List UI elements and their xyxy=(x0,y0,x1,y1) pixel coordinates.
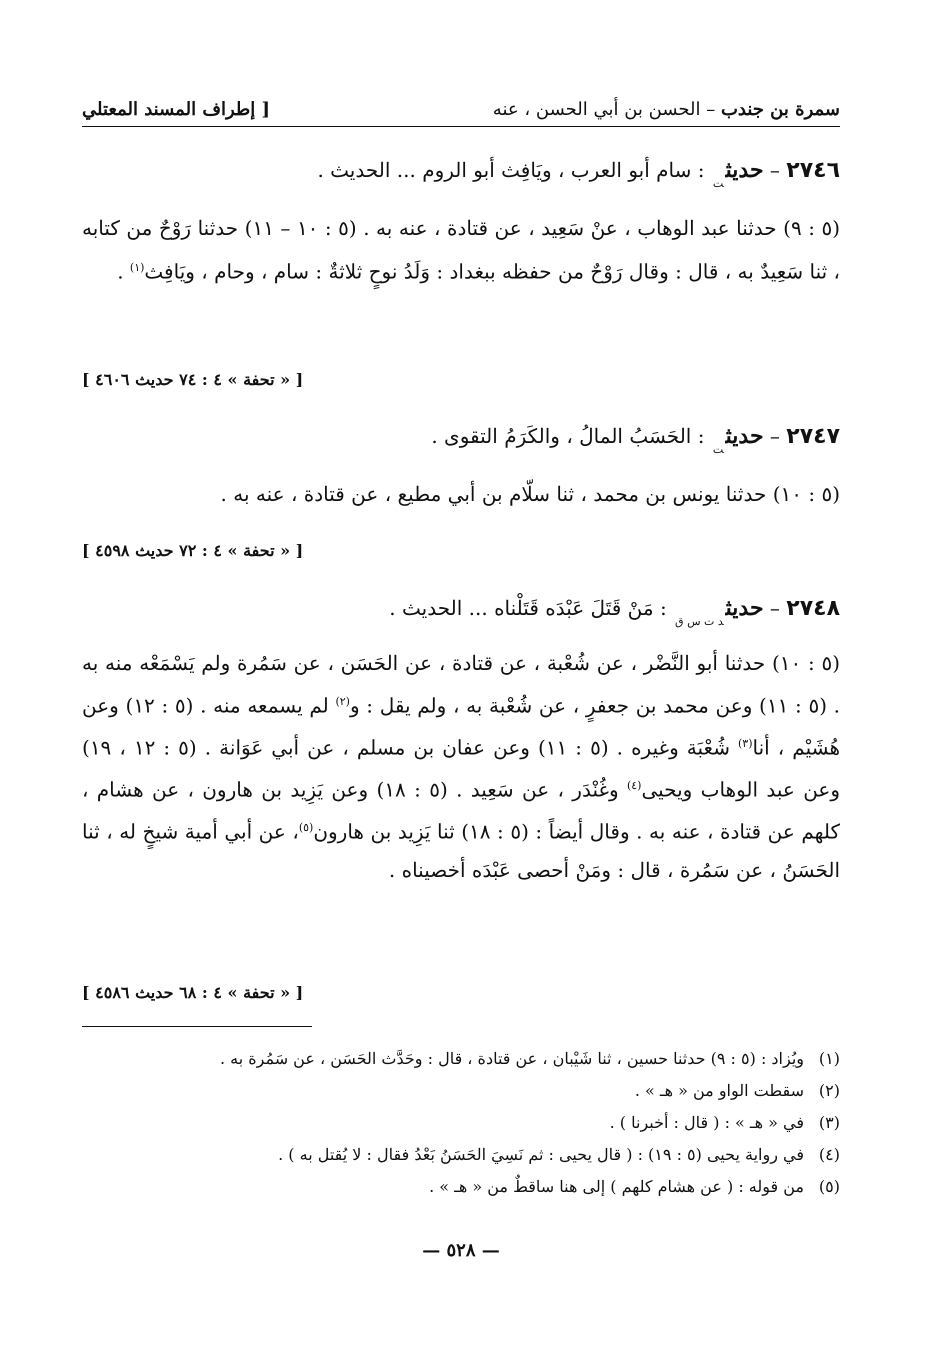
footnote-ref: (٥) xyxy=(298,820,314,834)
dash: – xyxy=(769,424,780,448)
body-text: شُعْبَة وغيره . (٥ : ١١) وعن عفان بن مسلم ، عن أبي عَوَانة . (٥ : ١٢ ، ١٩) وعن عبد الوهاب ويحيى xyxy=(82,735,841,802)
dash: – xyxy=(769,158,780,182)
header-chapter xyxy=(493,99,840,120)
body-text: (٥ : ٩) حدثنا عبد الوهاب ، عنْ سَعِيد ، عن قتادة ، عنه به . (٥ : ١٠ – ١١) حدثنا رَوْحٌ من كتابه ، ثنا سَعِيدٌ به ، قال : وقال رَوْحٌ من حفظه ببغداد : وَلَدُ نوحٍ ثلاثةٌ : سام ، وحام ، ويَافِث xyxy=(82,216,841,284)
running-header xyxy=(82,92,840,127)
header-chapter-subtitle: – الحسن بن أبي الحسن ، عنه xyxy=(492,98,721,120)
hadith-number: ٢٧٤٧ xyxy=(786,424,840,449)
page-number: — ٥٢٨ — xyxy=(422,1240,500,1261)
header-book-title: [ إطراف المسند المعتلي xyxy=(82,98,271,120)
book-page xyxy=(82,0,840,1366)
hadith-number: ٢٧٤٦ xyxy=(786,158,840,183)
hadith-number: ٢٧٤٨ xyxy=(786,596,840,621)
footnote-ref: (١) xyxy=(129,261,145,274)
source-symbol: د ت س ق xyxy=(675,615,724,628)
hadith-keyword: حديث xyxy=(725,157,764,183)
hadith-text: : الحَسَبُ المالُ ، والكَرَمُ التقوى . xyxy=(431,424,711,448)
tuhfa-reference: [ « تحفة » ٤ : ٧٢ حديث ٤٥٩٨ ] xyxy=(82,541,304,560)
footnote-item xyxy=(82,1107,840,1139)
source-symbol: ت xyxy=(712,443,724,456)
footnote-item xyxy=(82,1171,840,1203)
body-text: (٥ : ١٠) حدثنا يونس بن محمد ، ثنا سلّام بن أبي مطيع ، عن قتادة ، عنه به . xyxy=(220,482,840,506)
hadith-text: : سام أبو العرب ، ويَافِث أبو الروم ... الحديث . xyxy=(317,158,711,182)
footnote-separator xyxy=(82,1026,312,1027)
hadith-title-2746 xyxy=(82,150,840,204)
footnote-number: (٥) xyxy=(818,1177,840,1196)
footnote-text: من قوله : ( عن هشام كلهم ) إلى هنا ساقطٌ من « هـ » . xyxy=(429,1177,804,1196)
body-text-end: . xyxy=(117,259,130,284)
hadith-body-2748 xyxy=(82,644,840,890)
footnotes xyxy=(82,1043,840,1203)
hadith-title-2747 xyxy=(82,416,840,470)
footnote-number: (١) xyxy=(818,1049,840,1068)
footnote-ref: (٤) xyxy=(626,778,642,792)
footnote-text: في « هـ » : ( قال : أخبرنا ) . xyxy=(609,1113,804,1132)
dash: – xyxy=(769,596,780,620)
footnote-number: (٤) xyxy=(818,1145,840,1164)
body-text: ، عن أبي أمية شيخٍ له ، ثنا الحَسَنُ ، عن سَمُرة ، قال : ومَنْ أحصى عَبْدَه أخصيناه . xyxy=(82,819,840,883)
body-text: لم يسمعه منه . (٥ : ١٢) وعن هُشَيْم ، أنا xyxy=(82,693,841,760)
hadith-body-2746 xyxy=(82,208,840,292)
footnote-text: ويُزاد : (٥ : ٩) حدثنا حسين ، ثنا شَيْبان ، عن قتادة ، قال : وحَدَّث الحَسَن ، عن سَمُرة به . xyxy=(219,1049,804,1068)
tuhfa-reference: [ « تحفة » ٤ : ٧٤ حديث ٤٦٠٦ ] xyxy=(82,370,304,389)
footnote-item xyxy=(82,1043,840,1075)
source-symbol: ت xyxy=(712,177,724,190)
body-text: (٥ : ١٠) حدثنا أبو النَّضْر ، عن شُعْبة ، عن قتادة ، عن الحَسَن ، عن سَمُرة ولم يَسْمَعْه منه به . (٥ : ١١) وعن محمد بن جعفرٍ ، عن شُعْبة به ، ولم يقل : و xyxy=(82,651,841,718)
footnote-number: (٣) xyxy=(818,1113,840,1132)
footnote-text: سقطت الواو من « هـ » . xyxy=(634,1081,804,1100)
footnote-ref: (٣) xyxy=(738,736,753,750)
hadith-title-2748 xyxy=(82,588,840,642)
footnote-number: (٢) xyxy=(818,1081,840,1100)
footnote-ref: (٢) xyxy=(335,694,350,708)
footnote-item xyxy=(82,1139,840,1171)
hadith-body-2747 xyxy=(82,474,840,514)
hadith-keyword: حديث xyxy=(725,423,764,449)
hadith-keyword: حديث xyxy=(725,595,764,621)
body-text: وغُنْدَر ، عن سَعِيد . (٥ : ١٨) وعن يَزِيد بن هارون ، عن هشام ، كلهم عن قتادة ، عنه به . وقال أيضاً : (٥ : ١٨) ثنا يَزِيد بن هارون xyxy=(82,777,841,844)
footnote-item xyxy=(82,1075,840,1107)
header-chapter-title: سمرة بن جندب xyxy=(720,98,840,120)
hadith-text: : مَنْ قَتَلَ عَبْدَه قَتَلْناه ... الحديث . xyxy=(389,596,674,620)
tuhfa-reference: [ « تحفة » ٤ : ٦٨ حديث ٤٥٨٦ ] xyxy=(82,983,304,1002)
footnote-text: في رواية يحيى (٥ : ١٩) : ( قال يحيى : ثم نَسِيَ الحَسَنُ بَعْدُ فقال : لا يُقتل به ) . xyxy=(278,1145,804,1164)
